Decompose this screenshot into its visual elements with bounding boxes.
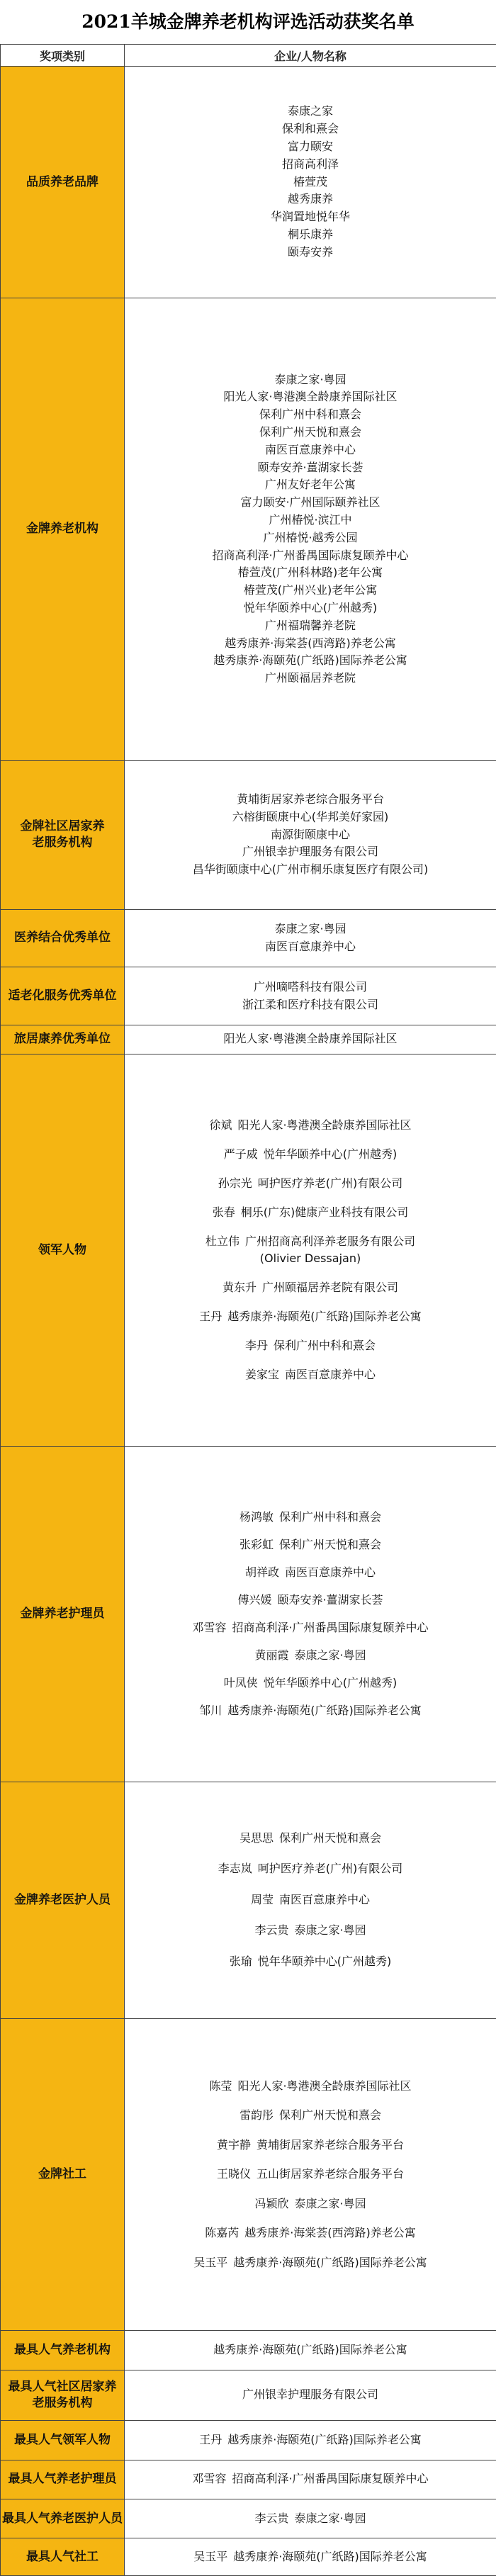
person-name: 李云贵 bbox=[254, 2511, 289, 2525]
person-entry bbox=[125, 1366, 496, 1384]
person-entry bbox=[125, 1204, 496, 1222]
person-name: 陈莹 bbox=[209, 2079, 232, 2093]
person-entry bbox=[125, 1619, 496, 1637]
award-recipients-cell bbox=[125, 1054, 496, 1446]
person-organization: 越秀康养·海颐苑(广纸路)国际养老公寓 bbox=[227, 1704, 422, 1718]
award-section-row bbox=[1, 1025, 496, 1054]
person-organization: 保利广州中科和熹会 bbox=[279, 1509, 382, 1524]
recipient-line: 招商高利泽·广州番禺国际康复颐养中心 bbox=[212, 548, 409, 562]
award-category-label: 最具人气社区居家养老服务机构 bbox=[8, 2379, 117, 2410]
award-section-row bbox=[1, 2331, 496, 2370]
recipient-line: 椿萱茂(广州科林路)老年公寓 bbox=[237, 566, 383, 580]
award-category-cell bbox=[1, 2421, 125, 2460]
award-recipients-cell bbox=[125, 760, 496, 909]
recipient-line: 越秀康养·海颐苑(广纸路)国际养老公寓 bbox=[213, 653, 407, 668]
recipient-line: 广州银幸护理服务有限公司 bbox=[242, 2387, 378, 2402]
awards-table bbox=[0, 44, 496, 2576]
table-header-row bbox=[1, 45, 496, 67]
person-name: 李丹 bbox=[244, 1339, 268, 1353]
header-category: 奖项类别 bbox=[1, 45, 125, 67]
person-entry bbox=[125, 2195, 496, 2213]
person-entry bbox=[125, 2431, 496, 2449]
person-entry bbox=[125, 1536, 496, 1554]
person-name: 严子威 bbox=[223, 1147, 258, 1161]
award-section-row bbox=[1, 2499, 496, 2538]
person-name: 吴玉平 bbox=[193, 2549, 228, 2563]
award-category-label: 品质养老品牌 bbox=[26, 174, 98, 189]
person-name: 张春 bbox=[212, 1205, 235, 1219]
award-category-cell bbox=[1, 2460, 125, 2499]
person-name: 黄丽霞 bbox=[254, 1648, 289, 1662]
person-entry bbox=[125, 1308, 496, 1326]
person-name: 胡祥政 bbox=[244, 1565, 279, 1579]
recipient-line: 富力颐安 bbox=[287, 140, 333, 153]
award-category-label: 金牌养老护理员 bbox=[20, 1607, 105, 1621]
person-organization: 泰康之家·粤园 bbox=[294, 1648, 366, 1662]
award-category-cell bbox=[1, 2499, 125, 2538]
person-organization: 招商高利泽·广州番禺国际康复颐养中心 bbox=[232, 1620, 429, 1634]
award-section-row bbox=[1, 1054, 496, 1446]
person-entry bbox=[125, 1337, 496, 1355]
person-organization: 呵护医疗养老(广州)有限公司 bbox=[257, 1176, 403, 1190]
person-entry bbox=[125, 2107, 496, 2125]
recipient-line: 南医百意康养中心 bbox=[264, 939, 356, 953]
person-name: 雷韵彤 bbox=[239, 2108, 274, 2122]
recipient-line: 浙江柔和医疗科技有限公司 bbox=[242, 997, 378, 1011]
person-organization: 南医百意康养中心 bbox=[285, 1368, 376, 1381]
person-entry bbox=[125, 1647, 496, 1665]
person-name: 邓雪容 bbox=[192, 1620, 227, 1634]
person-entry bbox=[125, 1953, 496, 1971]
person-entry bbox=[125, 1922, 496, 1940]
recipient-line: 泰康之家·粤园 bbox=[274, 922, 346, 936]
person-name: 冯颖欣 bbox=[254, 2196, 289, 2210]
person-organization: 越秀康养·海棠荟(西湾路)养老公寓 bbox=[244, 2226, 416, 2240]
recipient-line: 越秀康养 bbox=[287, 192, 333, 206]
person-organization: 广州颐福居养老院有限公司 bbox=[262, 1281, 399, 1295]
person-name: 张瑜 bbox=[229, 1954, 252, 1968]
person-name: 周莹 bbox=[250, 1892, 274, 1906]
person-name: 杜立伟 bbox=[205, 1234, 239, 1248]
recipient-line: 华润置地悦年华 bbox=[270, 210, 350, 224]
person-entry bbox=[125, 1117, 496, 1135]
award-section-row bbox=[1, 1447, 496, 1782]
person-organization: 阳光人家·粤港澳全龄康养国际社区 bbox=[237, 2079, 412, 2093]
award-category-cell bbox=[1, 1054, 125, 1446]
award-category-label: 最具人气养老医护人员 bbox=[2, 2511, 123, 2526]
award-category-label: 旅居康养优秀单位 bbox=[14, 1032, 111, 1047]
award-recipients-cell bbox=[125, 1782, 496, 2018]
person-organization: 南医百意康养中心 bbox=[285, 1565, 376, 1579]
person-entry bbox=[125, 1860, 496, 1878]
award-recipients-cell bbox=[125, 2538, 496, 2576]
person-name: 李志岚 bbox=[218, 1862, 252, 1876]
award-category-label: 金牌社区居家养老服务机构 bbox=[20, 819, 105, 850]
person-name: 王晓仪 bbox=[216, 2167, 251, 2181]
person-entry bbox=[125, 2078, 496, 2096]
recipient-line: 富力颐安·广州国际颐养社区 bbox=[240, 495, 381, 510]
award-recipients-cell bbox=[125, 2018, 496, 2331]
recipient-line: 桐乐康养 bbox=[287, 227, 333, 241]
person-entry bbox=[125, 1279, 496, 1297]
person-name: 黄宇静 bbox=[216, 2137, 251, 2152]
recipient-line: 颐寿安养 bbox=[287, 244, 333, 259]
award-category-label: 最具人气社工 bbox=[26, 2549, 98, 2564]
award-category-cell bbox=[1, 760, 125, 909]
person-organization: 颐寿安养·薑湖家长荟 bbox=[277, 1592, 383, 1607]
person-entry bbox=[125, 1592, 496, 1609]
recipient-line: 椿萱茂(广州兴业)老年公寓 bbox=[243, 583, 378, 597]
person-name-alt: (Olivier Dessajan) bbox=[259, 1252, 361, 1266]
award-category-cell bbox=[1, 1025, 125, 1054]
award-section-row bbox=[1, 1782, 496, 2018]
person-organization: 阳光人家·粤港澳全龄康养国际社区 bbox=[237, 1118, 412, 1132]
person-name: 王丹 bbox=[199, 2432, 222, 2446]
award-category-cell bbox=[1, 1447, 125, 1782]
person-organization: 南医百意康养中心 bbox=[279, 1892, 371, 1906]
person-entry bbox=[125, 2225, 496, 2242]
person-name: 陈嘉芮 bbox=[205, 2226, 239, 2240]
recipient-line: 昌华街颐康中心(广州市桐乐康复医疗有限公司) bbox=[192, 862, 429, 877]
header-recipients: 企业/人物名称 bbox=[125, 45, 496, 67]
recipient-line: 南医百意康养中心 bbox=[264, 442, 356, 456]
person-organization: 越秀康养·海颐苑(广纸路)国际养老公寓 bbox=[227, 1310, 422, 1324]
recipient-line: 广州福瑞馨养老院 bbox=[264, 618, 356, 632]
award-category-cell bbox=[1, 2018, 125, 2331]
award-category-cell bbox=[1, 967, 125, 1025]
person-organization: 泰康之家·粤园 bbox=[294, 2196, 366, 2210]
person-entry bbox=[125, 2254, 496, 2272]
award-category-label: 最具人气养老护理员 bbox=[8, 2472, 117, 2487]
recipient-line: 保利广州天悦和熹会 bbox=[259, 424, 361, 439]
person-entry bbox=[125, 2137, 496, 2154]
person-entry bbox=[125, 2166, 496, 2183]
award-recipients-cell bbox=[125, 1025, 496, 1054]
person-entry bbox=[125, 1891, 496, 1909]
recipient-line: 阳光人家·粤港澳全龄康养国际社区 bbox=[223, 1032, 398, 1046]
recipient-line: 广州嘀嗒科技有限公司 bbox=[253, 979, 367, 994]
recipient-line: 广州颐福居养老院 bbox=[264, 671, 356, 685]
person-entry bbox=[125, 1175, 496, 1193]
person-name: 李云贵 bbox=[254, 1923, 289, 1937]
person-organization: 呵护医疗养老(广州)有限公司 bbox=[257, 1862, 403, 1876]
award-section-row bbox=[1, 2370, 496, 2420]
award-category-cell bbox=[1, 67, 125, 298]
award-section-row bbox=[1, 2538, 496, 2576]
person-entry bbox=[125, 2510, 496, 2528]
award-category-label: 最具人气领军人物 bbox=[14, 2432, 111, 2447]
person-organization: 悦年华颐养中心(广州越秀) bbox=[257, 1954, 392, 1968]
recipient-line: 招商高利泽 bbox=[281, 157, 339, 171]
award-category-cell bbox=[1, 2331, 125, 2370]
award-recipients-cell bbox=[125, 2499, 496, 2538]
person-name: 邓雪容 bbox=[192, 2472, 227, 2486]
person-name: 杨鸿敏 bbox=[239, 1509, 274, 1524]
recipient-line: 悦年华颐养中心(广州越秀) bbox=[243, 600, 378, 614]
award-recipients-cell bbox=[125, 2460, 496, 2499]
award-category-label: 适老化服务优秀单位 bbox=[8, 989, 117, 1003]
person-entry bbox=[125, 1564, 496, 1582]
award-recipients-cell bbox=[125, 2331, 496, 2370]
person-name: 吴思思 bbox=[239, 1830, 274, 1845]
award-category-label: 金牌养老医护人员 bbox=[14, 1892, 111, 1907]
award-recipients-cell bbox=[125, 2421, 496, 2460]
award-section-row bbox=[1, 298, 496, 760]
person-name: 张彩虹 bbox=[239, 1537, 274, 1551]
award-section-row bbox=[1, 67, 496, 298]
person-organization: 保利广州中科和熹会 bbox=[274, 1339, 376, 1353]
person-organization: 保利广州天悦和熹会 bbox=[279, 1830, 382, 1845]
recipient-line: 广州银幸护理服务有限公司 bbox=[242, 845, 378, 859]
award-recipients-cell bbox=[125, 967, 496, 1025]
recipient-line: 越秀康养·海颐苑(广纸路)国际养老公寓 bbox=[213, 2343, 407, 2356]
award-recipients-cell bbox=[125, 67, 496, 298]
person-entry bbox=[125, 1509, 496, 1526]
person-name: 吴玉平 bbox=[193, 2255, 228, 2269]
person-organization: 越秀康养·海颐苑(广纸路)国际养老公寓 bbox=[233, 2255, 427, 2269]
recipient-line: 广州友好老年公寓 bbox=[264, 478, 356, 492]
award-category-label: 金牌社工 bbox=[38, 2166, 86, 2181]
award-category-label: 最具人气养老机构 bbox=[14, 2342, 111, 2357]
award-recipients-cell bbox=[125, 298, 496, 760]
person-organization: 悦年华颐养中心(广州越秀) bbox=[263, 1676, 398, 1690]
recipient-line: 六榕街颐康中心(华邦美好家园) bbox=[232, 809, 389, 823]
award-category-label: 医养结合优秀单位 bbox=[14, 930, 111, 945]
person-name: 邹川 bbox=[199, 1704, 222, 1718]
award-recipients-cell bbox=[125, 1447, 496, 1782]
award-category-cell bbox=[1, 909, 125, 967]
person-name: 黄东升 bbox=[222, 1281, 257, 1295]
recipient-line: 泰康之家·粤园 bbox=[274, 372, 346, 386]
award-recipients-cell bbox=[125, 2370, 496, 2420]
recipient-line: 广州椿悦·越秀公园 bbox=[263, 530, 358, 544]
person-organization: 悦年华颐养中心(广州越秀) bbox=[263, 1147, 398, 1161]
award-category-label: 领军人物 bbox=[38, 1242, 86, 1257]
person-organization: 招商高利泽·广州番禺国际康复颐养中心 bbox=[232, 2472, 429, 2486]
person-organization: 保利广州天悦和熹会 bbox=[279, 2108, 382, 2122]
person-name: 王丹 bbox=[199, 1310, 222, 1324]
person-name: 叶凤侠 bbox=[223, 1676, 258, 1690]
person-organization: 广州招商高利泽养老服务有限公司 bbox=[245, 1234, 416, 1248]
person-entry bbox=[125, 1233, 496, 1269]
award-category-cell bbox=[1, 1782, 125, 2018]
award-section-row bbox=[1, 2460, 496, 2499]
person-name: 傅兴媛 bbox=[237, 1592, 272, 1607]
recipient-line: 保利和熹会 bbox=[281, 122, 339, 136]
recipient-line: 越秀康养·海棠荟(西湾路)养老公寓 bbox=[225, 636, 396, 650]
person-organization: 保利广州天悦和熹会 bbox=[279, 1537, 382, 1551]
person-entry bbox=[125, 1830, 496, 1847]
person-organization: 泰康之家·粤园 bbox=[294, 1923, 366, 1937]
recipient-line: 黄埔街居家养老综合服务平台 bbox=[236, 792, 384, 806]
person-entry bbox=[125, 2548, 496, 2566]
person-organization: 越秀康养·海颐苑(广纸路)国际养老公寓 bbox=[227, 2432, 422, 2446]
award-section-row bbox=[1, 760, 496, 909]
award-section-row bbox=[1, 909, 496, 967]
person-name: 姜家宝 bbox=[244, 1368, 279, 1381]
award-category-label: 金牌养老机构 bbox=[26, 522, 98, 536]
award-recipients-cell bbox=[125, 909, 496, 967]
recipient-line: 泰康之家 bbox=[287, 104, 333, 118]
page-title: 2021羊城金牌养老机构评选活动获奖名单 bbox=[81, 11, 415, 32]
awards-table-body bbox=[1, 67, 496, 2576]
recipient-line: 颐寿安养·薑湖家长荟 bbox=[257, 460, 363, 474]
person-entry bbox=[125, 1675, 496, 1692]
award-section-row bbox=[1, 2018, 496, 2331]
award-section-row bbox=[1, 2421, 496, 2460]
person-entry bbox=[125, 1146, 496, 1164]
person-organization: 桐乐(广东)健康产业科技有限公司 bbox=[240, 1205, 409, 1219]
award-category-cell bbox=[1, 2370, 125, 2420]
person-organization: 黄埔街居家养老综合服务平台 bbox=[257, 2137, 405, 2152]
person-entry bbox=[125, 1702, 496, 1720]
person-name: 徐斌 bbox=[209, 1118, 232, 1132]
person-organization: 五山街居家养老综合服务平台 bbox=[257, 2167, 405, 2181]
person-name: 孙宗光 bbox=[218, 1176, 252, 1190]
recipient-line: 保利广州中科和熹会 bbox=[259, 407, 361, 422]
award-section-row bbox=[1, 967, 496, 1025]
person-organization: 泰康之家·粤园 bbox=[294, 2511, 366, 2525]
person-entry bbox=[125, 2470, 496, 2488]
recipient-line: 广州椿悦·滨江中 bbox=[269, 512, 352, 527]
recipient-line: 南源街颐康中心 bbox=[270, 827, 350, 841]
award-category-cell bbox=[1, 2538, 125, 2576]
award-category-cell bbox=[1, 298, 125, 760]
recipient-line: 阳光人家·粤港澳全龄康养国际社区 bbox=[223, 390, 398, 404]
recipient-line: 椿萱茂 bbox=[293, 174, 327, 189]
person-organization: 越秀康养·海颐苑(广纸路)国际养老公寓 bbox=[233, 2549, 427, 2563]
